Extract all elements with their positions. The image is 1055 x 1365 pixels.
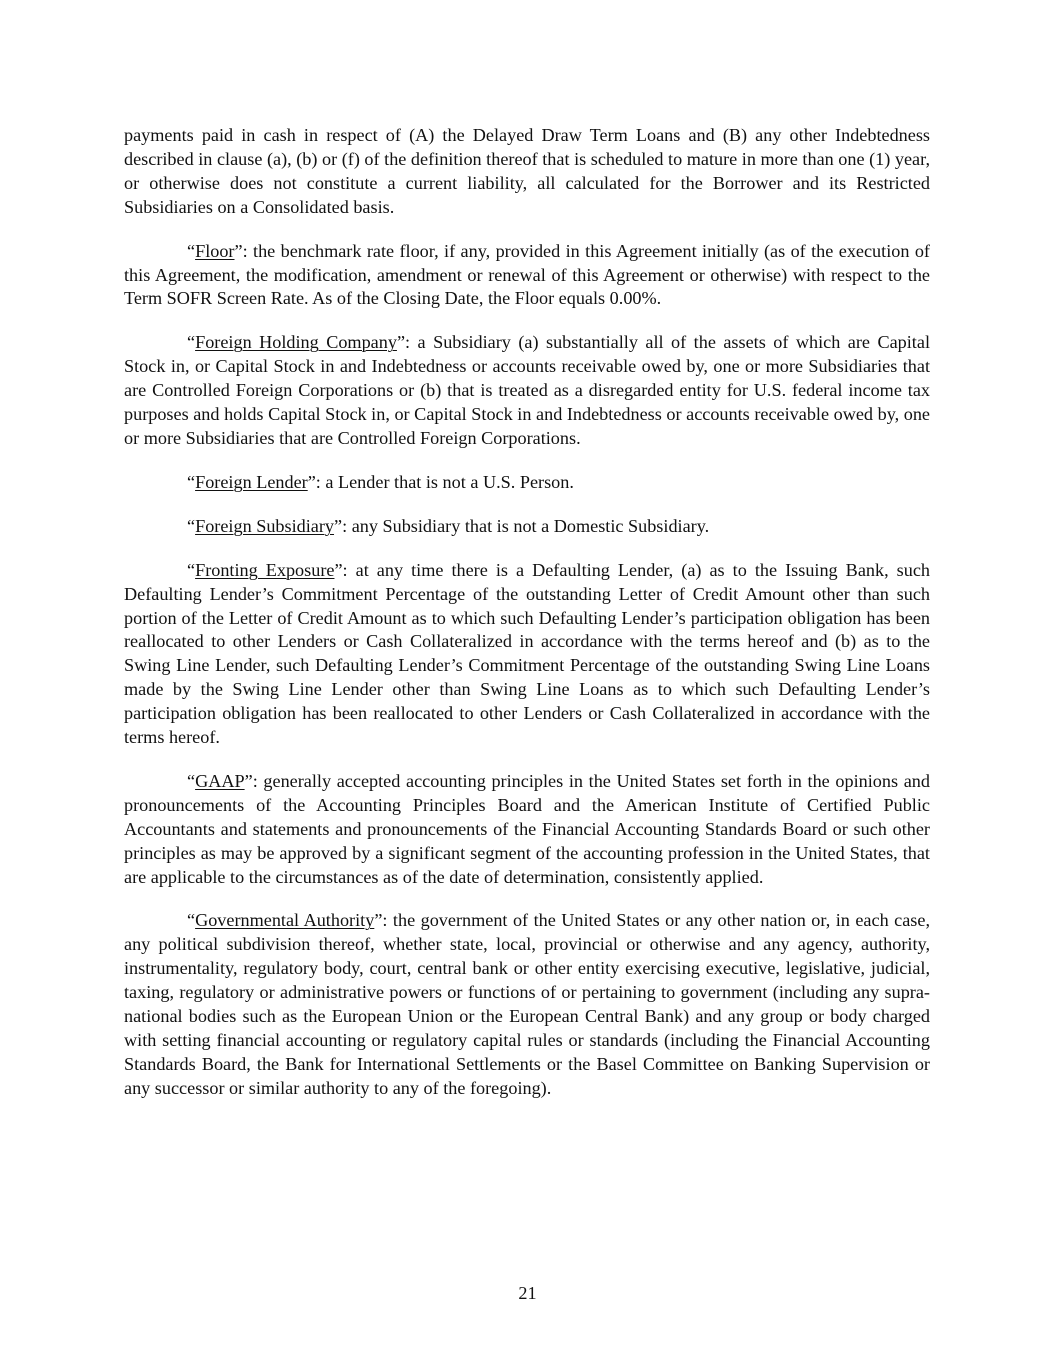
close-quote: ” bbox=[334, 515, 343, 536]
open-quote: “ bbox=[187, 332, 196, 353]
open-quote: “ bbox=[187, 240, 196, 261]
open-quote: “ bbox=[187, 770, 196, 791]
definition-text: : a Lender that is not a U.S. Person. bbox=[315, 471, 574, 492]
open-quote: “ bbox=[187, 910, 196, 931]
definition-floor bbox=[124, 240, 930, 312]
open-quote: “ bbox=[187, 471, 196, 492]
close-quote: ” bbox=[374, 910, 383, 931]
definition-text: : at any time there is a Defaulting Lender, (a) as to the Issuing Bank, such Defaulting Lender’s Commitment Percentage of the outstanding Letter of Credit Amount other than such portion of the Letter of Credit Amount as to which such Defaulting Lender’s participation obligation has been reallocated to other Lenders or Cash Collateralized in accordance with the terms hereof and (b) as to the Swing Line Lender, such Defaulting Lender’s Commitment Percentage of the outstanding Swing Line Loans made by the Swing Line Lender other than Swing Line Loans as to which such Defaulting Lender’s participation obligation has been reallocated to other Lenders or Cash Collateralized in accordance with the terms hereof. bbox=[124, 559, 930, 748]
definition-foreign-lender bbox=[124, 471, 930, 495]
continuation-paragraph: payments paid in cash in respect of (A) the Delayed Draw Term Loans and (B) any other Indebtedness described in clause (a), (b) or (f) of the definition thereof that is scheduled to mature in more than one (1) year, or otherwise does not constitute a current liability, all calculated for the Borrower and its Restricted Subsidiaries on a Consolidated basis. bbox=[124, 125, 930, 217]
close-quote: ” bbox=[334, 559, 343, 580]
definition-foreign-holding-company bbox=[124, 331, 930, 451]
open-quote: “ bbox=[187, 515, 196, 536]
page-number: 21 bbox=[518, 1283, 537, 1303]
close-quote: ” bbox=[244, 770, 253, 791]
defined-term: Governmental Authority bbox=[195, 910, 375, 931]
definition-text: : a Subsidiary (a) substantially all of the assets of which are Capital Stock in, or Capital Stock in and Indebtedness or accounts receivable owed by, one or more Subsidiaries that are Controlled Foreign Corporations or (b) that is treated as a disregarded entity for U.S. federal income tax purposes and holds Capital Stock in, or Capital Stock in and Indebtedness or accounts receivable owed by, one or more Subsidiaries that are Controlled Foreign Corporations. bbox=[124, 332, 930, 448]
defined-term: GAAP bbox=[195, 770, 245, 791]
close-quote: ” bbox=[234, 240, 243, 261]
definition-gaap bbox=[124, 770, 930, 890]
definition-text: : the government of the United States or any other nation or, in each case, any political subdivision thereof, whether state, local, provincial or otherwise and any agency, authority, instrumentality, regulatory body, court, central bank or other entity exercising executive, legislative, judicial, taxing, regulatory or administrative powers or functions of or pertaining to government (including any supra-national bodies such as the European Union or the European Central Bank) and any group or body charged with setting financial accounting or regulatory capital rules or standards (including the Financial Accounting Standards Board, the Bank for International Settlements or the Basel Committee on Banking Supervision or any successor or similar authority to any of the foregoing). bbox=[124, 910, 930, 1098]
definition-governmental-authority bbox=[124, 909, 930, 1100]
definition-text: : the benchmark rate floor, if any, provided in this Agreement initially (as of the execution of this Agreement, the modification, amendment or renewal of this Agreement or otherwise) with respect to the Term SOFR Screen Rate. As of the Closing Date, the Floor equals 0.00%. bbox=[124, 240, 930, 309]
defined-term: Foreign Holding Company bbox=[195, 332, 397, 353]
definition-text: : generally accepted accounting principles in the United States set forth in the opinions and pronouncements of the Accounting Principles Board and the American Institute of Certified Public Accountants and statements and pronouncements of the Financial Accounting Standards Board or such other principles as may be approved by a significant segment of the accounting profession in the United States, that are applicable to the circumstances as of the date of determination, consistently applied. bbox=[124, 770, 930, 887]
defined-term: Foreign Lender bbox=[195, 471, 308, 492]
definition-text: : any Subsidiary that is not a Domestic Subsidiary. bbox=[342, 515, 710, 536]
defined-term: Floor bbox=[195, 240, 235, 261]
open-quote: “ bbox=[187, 559, 196, 580]
close-quote: ” bbox=[307, 471, 316, 492]
definition-foreign-subsidiary bbox=[124, 515, 930, 539]
document-page bbox=[124, 124, 930, 1121]
defined-term: Fronting Exposure bbox=[195, 559, 335, 580]
definition-fronting-exposure bbox=[124, 559, 930, 750]
close-quote: ” bbox=[396, 332, 406, 353]
defined-term: Foreign Subsidiary bbox=[195, 515, 335, 536]
